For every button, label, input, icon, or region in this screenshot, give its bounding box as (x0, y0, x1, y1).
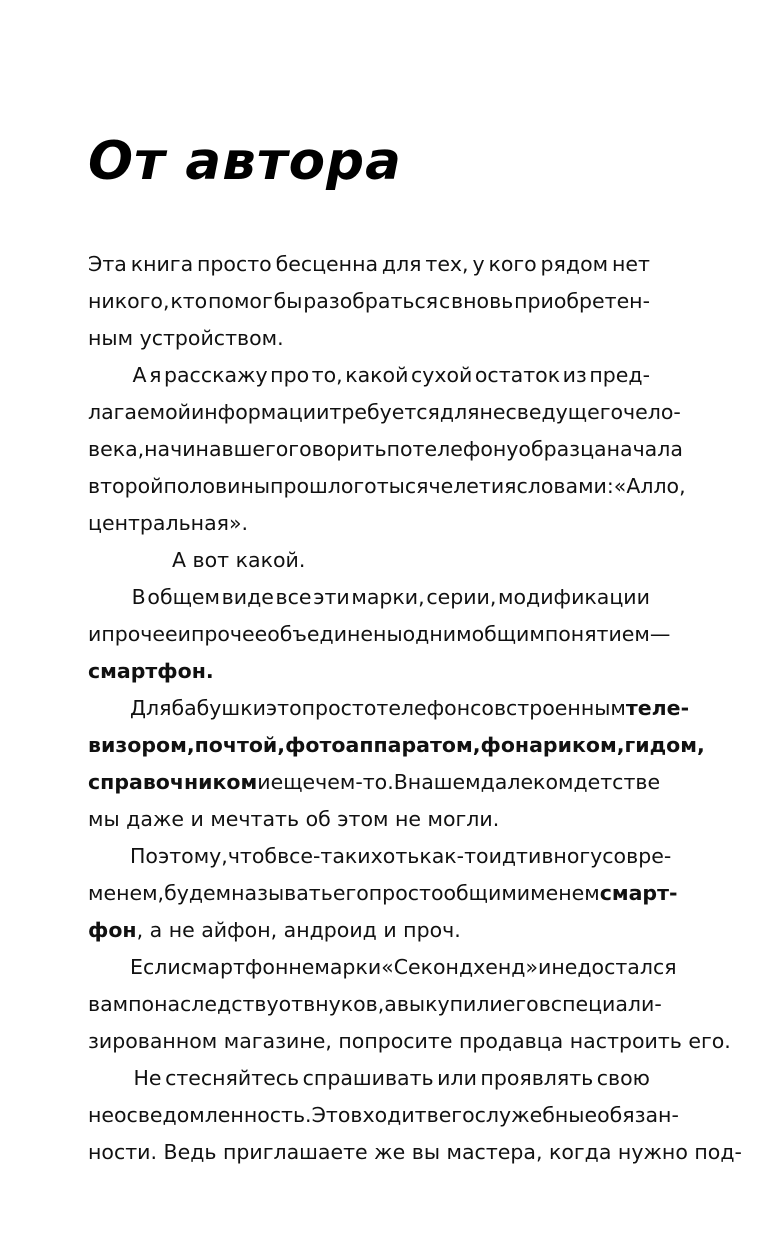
word: не (551, 955, 578, 979)
text-line (88, 505, 650, 542)
body-text (88, 246, 742, 1171)
word: визором, (88, 733, 195, 757)
text-line (88, 246, 650, 283)
paragraph (88, 838, 678, 949)
word: фон (88, 918, 137, 942)
word: модификации (498, 585, 650, 609)
word: чело- (623, 400, 681, 424)
word: пред- (589, 363, 650, 387)
word: проявлять (480, 1066, 594, 1090)
word: кто (170, 289, 208, 313)
word: все (275, 585, 312, 609)
text-line (88, 320, 650, 357)
word: внуков, (303, 992, 385, 1016)
word: почтой, (194, 733, 286, 757)
word: , а не айфон, андроид и проч. (136, 918, 461, 942)
word: века, (88, 437, 145, 461)
word: Для (130, 696, 172, 720)
text-line (88, 394, 681, 431)
word: марки, (351, 585, 425, 609)
word: по (386, 437, 413, 461)
word: ным устройством. (88, 326, 284, 350)
word: для (439, 400, 480, 424)
word: просто (368, 881, 444, 905)
word: общим (471, 622, 545, 646)
word: Если (130, 955, 181, 979)
word: тех, (425, 252, 469, 276)
word: спрашивать (302, 1066, 434, 1090)
paragraph (88, 579, 671, 690)
word: из (562, 363, 587, 387)
word: начинавшего (144, 437, 289, 461)
word: марки (314, 955, 382, 979)
word: никого, (88, 289, 170, 313)
word: прочее (101, 622, 178, 646)
word: то, (311, 363, 343, 387)
word: Поэтому, (130, 844, 228, 868)
word: и (88, 622, 102, 646)
word: просто (301, 696, 377, 720)
word: смартфон (180, 955, 289, 979)
word: его (502, 992, 539, 1016)
word: достался (577, 955, 677, 979)
word: тысячелетия (376, 474, 517, 498)
text-line (88, 1060, 650, 1097)
text-line (88, 283, 650, 320)
word: обязан- (597, 1103, 679, 1127)
word: и (177, 622, 191, 646)
text-line (88, 616, 671, 653)
word: в (538, 992, 551, 1016)
paragraph (88, 357, 686, 542)
word: Эта (88, 252, 127, 276)
word: смарт- (599, 881, 678, 905)
word: телефон (376, 696, 471, 720)
text-line (88, 653, 650, 690)
word: в (541, 844, 554, 868)
word: в (426, 1103, 439, 1127)
word: чем-то. (315, 770, 394, 794)
word: — (649, 622, 671, 646)
word: и (538, 955, 552, 979)
word: для (381, 252, 422, 276)
word: бесценна (275, 252, 379, 276)
word: детстве (573, 770, 661, 794)
word: В (131, 585, 146, 609)
word: служебные (474, 1103, 598, 1127)
word: я (149, 363, 162, 387)
word: смартфон. (88, 659, 214, 683)
text-line (88, 690, 690, 727)
word: и (257, 770, 271, 794)
word: разобраться (303, 289, 439, 313)
word: кого (488, 252, 537, 276)
word: бабушки (171, 696, 266, 720)
text-line (88, 986, 662, 1023)
word: далеком (480, 770, 574, 794)
word: помог (208, 289, 273, 313)
word: требуется (329, 400, 440, 424)
word: Это (311, 1103, 351, 1127)
word: справочником (88, 770, 258, 794)
paragraph (88, 690, 705, 838)
text-line (88, 431, 683, 468)
word: А вот какой. (172, 548, 306, 572)
word: гидом, (624, 733, 705, 757)
word: мы даже и мечтать об этом не могли. (88, 807, 500, 831)
word: от (278, 992, 304, 1016)
word: половины (163, 474, 271, 498)
text-line (88, 1023, 731, 1060)
text-line (88, 1134, 742, 1171)
text-line (88, 357, 650, 394)
word: нашем (407, 770, 481, 794)
word: общем (147, 585, 220, 609)
word: серии, (426, 585, 497, 609)
word: бы (273, 289, 303, 313)
word: эти (313, 585, 350, 609)
word: вре- (626, 844, 672, 868)
word: свою (596, 1066, 650, 1090)
word: наследству (154, 992, 279, 1016)
word: говорить (288, 437, 387, 461)
word: понятием (544, 622, 650, 646)
word: расскажу (163, 363, 268, 387)
text-line (88, 764, 661, 801)
word: просто (197, 252, 272, 276)
word: образца (518, 437, 607, 461)
word: виде (221, 585, 274, 609)
word: называть (231, 881, 333, 905)
page-title: От автора (88, 131, 402, 192)
text-line (88, 727, 705, 764)
text-line (88, 542, 650, 579)
word: со (602, 844, 627, 868)
word: приобретен- (514, 289, 650, 313)
word: В (393, 770, 408, 794)
word: телефону (412, 437, 519, 461)
paragraph (88, 949, 731, 1060)
word: фонариком, (480, 733, 625, 757)
text-line (88, 912, 650, 949)
word: это (265, 696, 302, 720)
word: как-то (419, 844, 489, 868)
word: центральная». (88, 511, 249, 535)
text-line (88, 1097, 679, 1134)
word: начала (606, 437, 683, 461)
word: у (472, 252, 485, 276)
text-line (88, 468, 686, 505)
word: ногу (553, 844, 603, 868)
word: вновь (451, 289, 514, 313)
word: вы (396, 992, 426, 1016)
word: неосведомленность. (88, 1103, 312, 1127)
text-line (88, 801, 650, 838)
word: вам (88, 992, 129, 1016)
word: «Секонд (381, 955, 474, 979)
word: будем (164, 881, 232, 905)
word: одним (402, 622, 472, 646)
word: информации (190, 400, 330, 424)
word: какой (345, 363, 409, 387)
word: со (470, 696, 494, 720)
word: по (128, 992, 155, 1016)
word: объединены (267, 622, 403, 646)
word: прошлого (270, 474, 377, 498)
paragraph (88, 542, 650, 579)
word: его (438, 1103, 475, 1127)
word: не (288, 955, 315, 979)
word: книга (130, 252, 194, 276)
text-line (88, 949, 677, 986)
word: идти (488, 844, 542, 868)
word: его (332, 881, 369, 905)
word: еще (270, 770, 316, 794)
word: хенд» (473, 955, 539, 979)
word: второй (88, 474, 164, 498)
word: «Алло, (613, 474, 686, 498)
word: именем (516, 881, 600, 905)
word: остаток (474, 363, 561, 387)
word: словами: (516, 474, 614, 498)
text-line (88, 875, 678, 912)
word: или (437, 1066, 477, 1090)
word: прочее (190, 622, 268, 646)
text-line (88, 579, 650, 616)
word: нет (611, 252, 650, 276)
word: входит (350, 1103, 427, 1127)
paragraph (88, 1060, 742, 1171)
word: менем, (88, 881, 165, 905)
word: специали- (550, 992, 662, 1016)
word: купили (425, 992, 503, 1016)
word: хоть (370, 844, 420, 868)
word: стесняйтесь (165, 1066, 300, 1090)
text-line (88, 838, 672, 875)
word: про (270, 363, 310, 387)
word: чтоб (227, 844, 278, 868)
word: с (438, 289, 451, 313)
word: несведущего (479, 400, 624, 424)
word: сухой (410, 363, 473, 387)
word: А (132, 363, 147, 387)
word: лагаемой (88, 400, 191, 424)
word: зированном магазине, попросите продавца настроить его. (88, 1029, 731, 1053)
word: общим (443, 881, 517, 905)
word: теле- (625, 696, 690, 720)
word: фотоаппаратом, (285, 733, 481, 757)
word: все-таки (277, 844, 371, 868)
word: рядом (540, 252, 609, 276)
word: а (384, 992, 397, 1016)
word: Не (133, 1066, 162, 1090)
word: ности. Ведь приглашаете же вы мастера, когда нужно под- (88, 1140, 742, 1164)
word: встроенным (493, 696, 626, 720)
paragraph (88, 246, 650, 357)
